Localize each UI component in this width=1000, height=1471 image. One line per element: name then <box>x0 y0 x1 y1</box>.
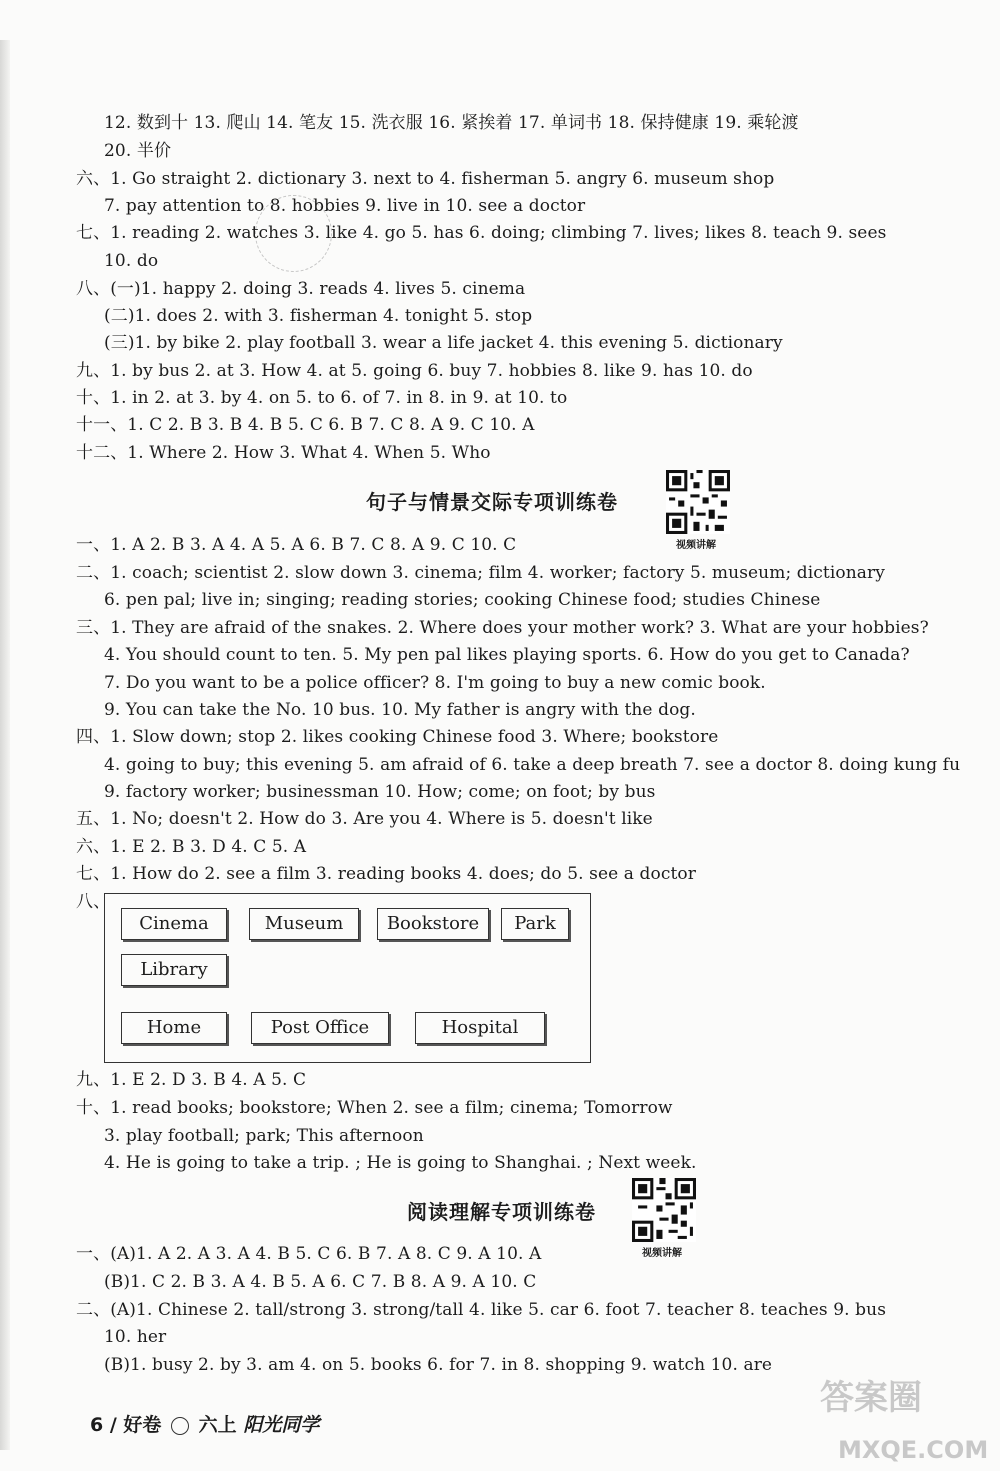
answer-line: 八、 <box>76 892 111 912</box>
answer-line: (B)1. busy 2. by 3. am 4. on 5. books 6. for 7. in 8. shopping 9. watch 10. are <box>104 1355 773 1375</box>
answer-line: 6. pen pal; live in; singing; reading stories; cooking Chinese food; studies Chinese <box>104 590 821 610</box>
binding-edge <box>0 40 10 1450</box>
section-title-sentences: 句子与情景交际专项训练卷 <box>366 490 618 514</box>
answer-line: 八、(一)1. happy 2. doing 3. reads 4. lives 5. cinema <box>76 279 526 299</box>
answer-line: 4. going to buy; this evening 5. am afraid of 6. take a deep breath 7. see a doctor 8. doing kung fu <box>104 755 961 775</box>
grade-label: 六上 <box>198 1414 237 1436</box>
qr-caption: 视频讲解 <box>676 540 716 551</box>
answer-line: 四、1. Slow down; stop 2. likes cooking Chinese food 3. Where; bookstore <box>76 727 719 747</box>
place-library: Library <box>121 954 227 986</box>
answer-line: 4. You should count to ten. 5. My pen pal likes playing sports. 6. How do you get to Canada? <box>104 645 910 665</box>
answer-line: 4. He is going to take a trip. ; He is going to Shanghai. ; Next week. <box>104 1153 697 1173</box>
page-number: 6 <box>90 1414 104 1436</box>
book-name: / 好卷 <box>109 1414 162 1436</box>
place-post-office: Post Office <box>251 1012 389 1044</box>
answer-line: 10. her <box>104 1327 167 1347</box>
answer-line: 六、1. E 2. B 3. D 4. C 5. A <box>76 837 307 857</box>
answer-line: (三)1. by bike 2. play football 3. wear a life jacket 4. this evening 5. dictionary <box>104 333 783 353</box>
answer-line: 二、(A)1. Chinese 2. tall/strong 3. strong/tall 4. like 5. car 6. foot 7. teacher 8. teaches 9. bus <box>76 1300 887 1320</box>
map-diagram <box>104 893 591 1063</box>
answer-line: 三、1. They are afraid of the snakes. 2. Where does your mother work? 3. What are your hobbies? <box>76 618 929 638</box>
answer-line: 10. do <box>104 251 159 271</box>
answer-line: 七、1. reading 2. watches 3. like 4. go 5. has 6. doing; climbing 7. lives; likes 8. teach 9. sees <box>76 223 887 243</box>
answer-line: 12. 数到十 13. 爬山 14. 笔友 15. 洗衣服 16. 紧挨着 17. 单词书 18. 保持健康 19. 乘轮渡 <box>104 113 799 133</box>
answer-line: 六、1. Go straight 2. dictionary 3. next to 4. fisherman 5. angry 6. museum shop <box>76 169 775 189</box>
answer-line: 7. Do you want to be a police officer? 8. I'm going to buy a new comic book. <box>104 673 766 693</box>
answer-line: (B)1. C 2. B 3. A 4. B 5. A 6. C 7. B 8. A 9. A 10. C <box>104 1272 537 1292</box>
publisher-circle-icon <box>171 1417 189 1435</box>
watermark-badge: 答案圈 <box>820 1378 922 1418</box>
answer-line: 9. factory worker; businessman 10. How; come; on foot; by bus <box>104 782 656 802</box>
answer-line: 7. pay attention to 8. hobbies 9. live in 10. see a doctor <box>104 196 586 216</box>
answer-line: 一、(A)1. A 2. A 3. A 4. B 5. C 6. B 7. A 8. C 9. A 10. A <box>76 1244 542 1264</box>
brand-logo: 阳光同学 <box>243 1414 320 1436</box>
watermark-site: MXQE.COM <box>838 1436 989 1464</box>
place-home: Home <box>121 1012 227 1044</box>
answer-line: 二、1. coach; scientist 2. slow down 3. cinema; film 4. worker; factory 5. museum; dictionary <box>76 563 885 583</box>
answer-line: 九、1. by bus 2. at 3. How 4. at 5. going 6. buy 7. hobbies 8. like 9. has 10. do <box>76 361 753 381</box>
place-park: Park <box>501 908 569 940</box>
place-museum: Museum <box>249 908 359 940</box>
answer-line: 七、1. How do 2. see a film 3. reading books 4. does; do 5. see a doctor <box>76 864 696 884</box>
section-title-reading: 阅读理解专项训练卷 <box>407 1200 596 1224</box>
place-hospital: Hospital <box>415 1012 545 1044</box>
answer-line: (二)1. does 2. with 3. fisherman 4. tonight 5. stop <box>104 306 533 326</box>
answer-line: 十二、1. Where 2. How 3. What 4. When 5. Who <box>76 443 491 463</box>
answer-line: 五、1. No; doesn't 2. How do 3. Are you 4. Where is 5. doesn't like <box>76 809 653 829</box>
page-footer <box>90 1410 319 1437</box>
qr-caption: 视频讲解 <box>642 1248 682 1259</box>
answer-line: 9. You can take the No. 10 bus. 10. My father is angry with the dog. <box>104 700 696 720</box>
answer-line: 20. 半价 <box>104 141 172 161</box>
answer-line: 十一、1. C 2. B 3. B 4. B 5. C 6. B 7. C 8. A 9. C 10. A <box>76 415 535 435</box>
answer-line: 十、1. read books; bookstore; When 2. see a film; cinema; Tomorrow <box>76 1098 673 1118</box>
qr-code-icon[interactable] <box>632 1178 696 1242</box>
qr-code-icon[interactable] <box>666 470 730 534</box>
place-cinema: Cinema <box>121 908 227 940</box>
answer-line: 九、1. E 2. D 3. B 4. A 5. C <box>76 1070 307 1090</box>
answer-line: 3. play football; park; This afternoon <box>104 1126 424 1146</box>
place-bookstore: Bookstore <box>377 908 489 940</box>
answer-line: 十、1. in 2. at 3. by 4. on 5. to 6. of 7. in 8. in 9. at 10. to <box>76 388 568 408</box>
answer-line: 一、1. A 2. B 3. A 4. A 5. A 6. B 7. C 8. A 9. C 10. C <box>76 535 517 555</box>
